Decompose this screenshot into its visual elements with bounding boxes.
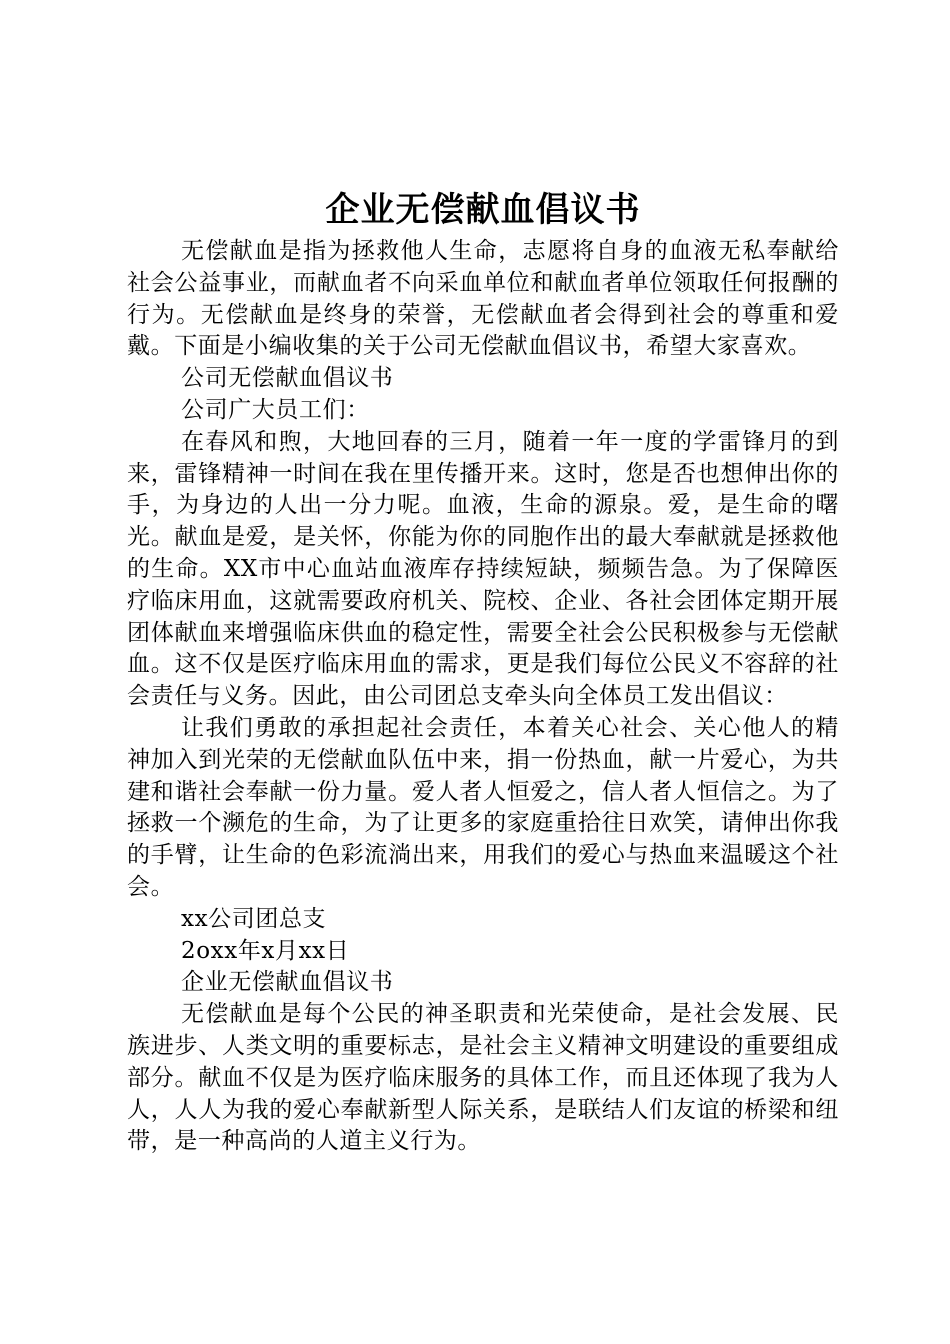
document-title: 企业无偿献血倡议书 [325, 190, 641, 230]
section-heading-enterprise: 企业无偿献血倡议书 [181, 969, 394, 996]
salutation: 公司广大员工们： [181, 396, 370, 423]
document-content [127, 188, 839, 1158]
body-paragraph-3: 无偿献血是每个公民的神圣职责和光荣使命，是社会发展、民族进步、人类文明的重要标志，是社会主义精神文明建设的重要组成部分。献血不仅是为医疗临床服务的具体工作，而且还体现了我为人人，人人为我的爱心奉献新型人际关系，是联结人们友谊的桥梁和纽带，是一种高尚的人道主义行为。 [127, 1001, 839, 1155]
date: 2oxx年x月xx日 [181, 937, 350, 964]
signature: xx公司团总支 [181, 905, 327, 932]
section-heading-company: 公司无偿献血倡议书 [181, 365, 394, 392]
body-paragraph-1: 在春风和煦，大地回春的三月，随着一年一度的学雷锋月的到来，雷锋精神一时间在我在里传播开来。这时，您是否也想伸出你的手，为身边的人出一分力呢。血液，生命的源泉。爱，是生命的曙光。献血是爱，是关怀，你能为你的同胞作出的最大奉献就是拯救他的生命。XX市中心血站血液库存持续短缺，频频告急。为了保障医疗临床用血，这就需要政府机关、院校、企业、各社会团体定期开展团体献血来增强临床供血的稳定性，需要全社会公民积极参与无偿献血。这不仅是医疗临床用血的需求，更是我们每位公民义不容辞的社会责任与义务。因此，由公司团总支牵头向全体员工发出倡议： [127, 428, 839, 710]
body-paragraph-2: 让我们勇敢的承担起社会责任，本着关心社会、关心他人的精神加入到光荣的无偿献血队伍中来，捐一份热血，献一片爱心，为共建和谐社会奉献一份力量。爱人者人恒爱之，信人者人恒信之。为了拯救一个濒危的生命，为了让更多的家庭重拾往日欢笑，请伸出你我的手臂，让生命的色彩流淌出来，用我们的爱心与热血来温暖这个社会。 [127, 714, 839, 900]
intro-paragraph: 无偿献血是指为拯救他人生命，志愿将自身的血液无私奉献给社会公益事业，而献血者不向采血单位和献血者单位领取任何报酬的行为。无偿献血是终身的荣誉，无偿献血者会得到社会的尊重和爱戴。下面是小编收集的关于公司无偿献血倡议书，希望大家喜欢。 [127, 238, 839, 360]
